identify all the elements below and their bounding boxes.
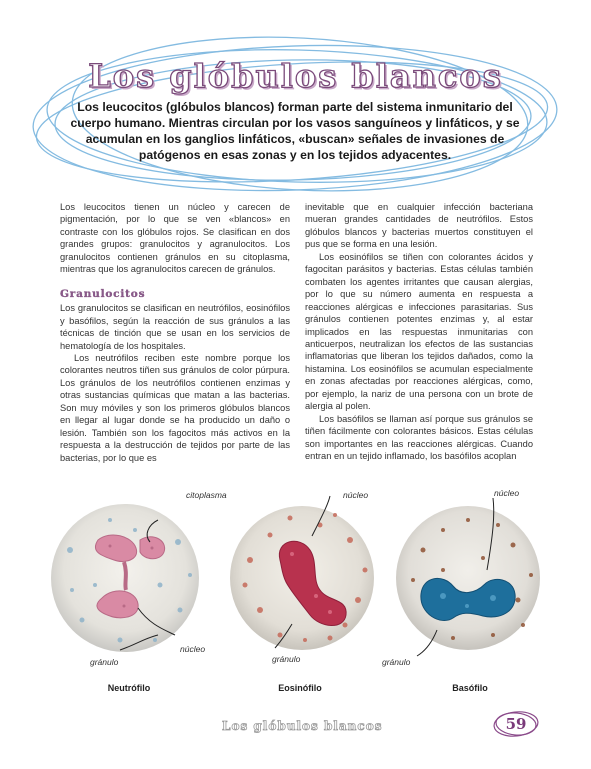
right-column <box>305 201 533 463</box>
caption-neutrophil: Neutrófilo <box>107 683 151 693</box>
left-column <box>60 201 290 464</box>
body-paragraph: Los granulocitos se clasifican en neutrófilos, eosinófilos y basófilos, según la reacción de sus gránulos a las técnicas de tinción que se usan en los servicios de hematología de los hospitales. <box>60 303 290 351</box>
label-granule: gránulo <box>272 654 301 664</box>
body-paragraph: Los basófilos se llaman así porque sus gránulos se tiñen fácilmente con colorantes básicos. Estas células son importantes en las reacciones alérgicas. Cuando entran en un tejido inflamado, los basófilos acoplan <box>305 413 533 462</box>
label-nucleus: núcleo <box>343 490 369 500</box>
subheading-granulocitos: Granulocitos <box>60 287 146 300</box>
page-number-badge <box>490 708 542 740</box>
body-paragraph: Los neutrófilos reciben este nombre porque los colorantes neutros tiñen sus gránulos de color púrpura. Los gránulos de los neutrófilos contienen enzimas y otras sustancias químicas que matan a las bacterias. Son muy móviles y son los primeros glóbulos blancos en llegar al lugar donde se ha producido un daño o lesión. También son los fagocitos más activos en la respuesta a la destrucción de tejidos por parte de las bacterias, por lo que es <box>60 352 290 463</box>
eosinophil-illustration <box>220 490 385 660</box>
page-number: 59 <box>505 715 527 733</box>
basophil-illustration <box>383 490 553 660</box>
label-nucleus: núcleo <box>180 644 206 654</box>
body-paragraph: inevitable que en cualquier infección bacteriana mueran grandes cantidades de neutrófilos. Estos glóbulos blancos y bacterias muertos constituyen el pus que se forma en una lesión. <box>305 202 533 250</box>
intro-paragraph: Los leucocitos tienen un núcleo y carecen de pigmentación, por lo que se ven «blancos» en contraste con los glóbulos rojos. Se clasifican en dos grandes grupos: granulocitos y agranulocitos. Los granulocitos contienen gránulos en su citoplasma, mientras que los agranulocitos carecen de gránulos. <box>60 202 290 275</box>
lead-paragraph: Los leucocitos (glóbulos blancos) forman parte del sistema inmunitario del cuerpo humano. Mientras circulan por los vasos sanguíneos y linfáticos, y se acumulan en los ganglios linfáticos, «buscan» señales de invasiones de patógenos en esas zonas y en los tejidos adyacentes. <box>70 100 520 162</box>
label-nucleus: núcleo <box>494 488 520 498</box>
caption-eosinophil: Eosinófilo <box>278 683 322 693</box>
running-footer-title: Los glóbulos blancos <box>222 719 383 733</box>
neutrophil-illustration <box>40 490 210 660</box>
label-granule: gránulo <box>382 657 411 667</box>
caption-basophil: Basófilo <box>452 683 488 693</box>
label-granule: gránulo <box>90 657 119 667</box>
label-cytoplasm: citoplasma <box>186 490 227 500</box>
page-title: Los glóbulos blancos <box>88 57 503 95</box>
body-paragraph: Los eosinófilos se tiñen con colorantes ácidos y fagocitan parásitos y bacterias. Estas células también combaten los agentes irritantes que causan alergias, por lo que su número aumenta en respuesta a reacciones alérgicas e infecciones parasitarias. Sus gránulos contienen potentes enzimas y, al estar implicados en las respuestas inmunitarias con anticuerpos, neutralizan los efectos de las sustancias inflamatorias que liberan los tejidos dañados, como la histamina. Los eosinófilos se acumulan especialmente en zonas afectadas por reacciones alérgicas, como, por ejemplo, la nariz de una persona con un brote de alergia al polen. <box>305 251 533 412</box>
